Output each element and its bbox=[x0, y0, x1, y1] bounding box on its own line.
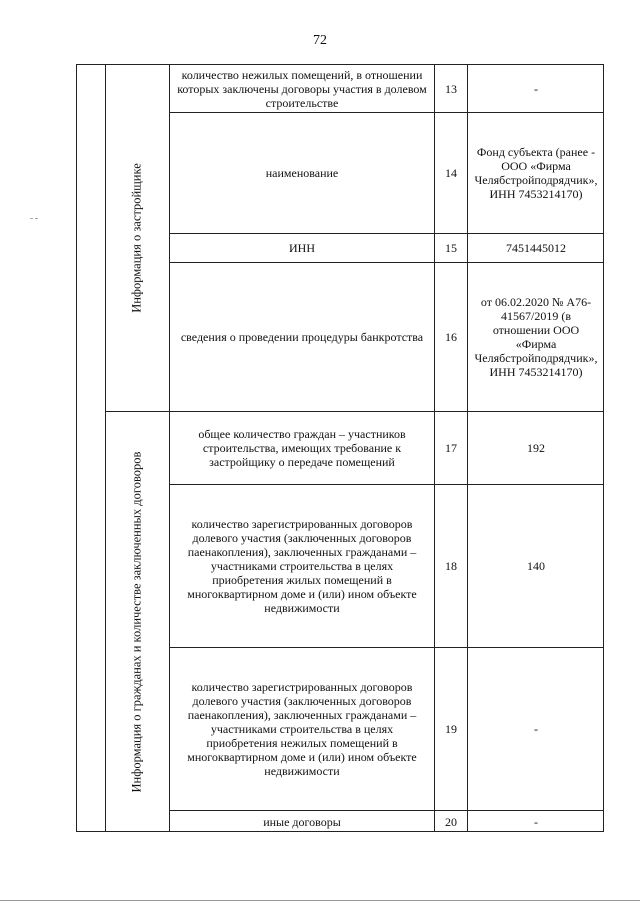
row-18-value: 140 bbox=[527, 559, 545, 573]
row-20-description: иные договоры bbox=[263, 814, 341, 829]
page-number: 72 bbox=[313, 33, 327, 48]
row-20-number: 20 bbox=[445, 814, 457, 829]
row-15-number: 15 bbox=[445, 241, 457, 255]
row-17-value: 192 bbox=[527, 441, 545, 455]
scan-edge-mark bbox=[30, 218, 38, 219]
row-16-description: сведения о проведении процедуры банкротства bbox=[180, 330, 424, 344]
row-15-value: 7451445012 bbox=[506, 241, 566, 255]
row-14-value: Фонд субъекта (ранее - ООО «Фирма Челябстройподрядчик», ИНН 7453214170) bbox=[474, 145, 598, 201]
row-19-description: количество зарегистрированных договоров долевого участия (заключенных договоров паенакопления), заключенных гражданами – участниками строительства в целях приобретения нежилых помещений в многоквартирном доме и (или) ином объекте недвижимости bbox=[187, 680, 417, 778]
row-14-description: наименование bbox=[265, 166, 339, 180]
scan-bottom-edge bbox=[0, 900, 640, 901]
row-19-value: - bbox=[534, 722, 538, 736]
row-13-description: количество нежилых помещений, в отношении которых заключены договоры участия в долевом строительстве bbox=[177, 67, 427, 110]
row-20-value: - bbox=[534, 814, 538, 829]
row-17-number: 17 bbox=[445, 441, 457, 455]
row-14-number: 14 bbox=[445, 166, 457, 180]
row-17-description: общее количество граждан – участников строительства, имеющих требование к застройщику о передаче помещений bbox=[198, 427, 406, 469]
row-16-number: 16 bbox=[445, 330, 457, 344]
data-table: Информация о застройщике Информация о гражданах и количестве заключенных договоров количество нежилых помещений, в отношении которых заключены договоры участия в долевом строительстве 13 - наименование 14 Фонд субъекта (ранее - ООО «Фирма Челябстройподрядчик», ИНН 7453214170) ИНН 15 7451445012 сведения о проведении процедуры банкротства 16 от 06.02.2020 № А76-41567/2019 (в отношении ООО «Фирма Челябстройподрядчик», ИНН 7453214170) общее количество граждан – участников строительства, имеющих требование к застройщику о передаче помещений 17 192 количество зарегистрированных договоров долевого участия (заключенных договоров паенакопления), заключенных гражданами – участниками строительства в целях приобретения жилых помещений в многоквартирном доме и (или) ином объекте недвижимости 18 140 количество зарегистрированных договоров долевого участия (заключенных договоров паенакопления), заключенных гражданами – участниками строительства в целях приобретения нежилых помещений в многоквартирном доме и (или) ином объекте недвижимости 19 - иные договоры 20 - bbox=[76, 64, 604, 832]
row-19-number: 19 bbox=[445, 722, 457, 736]
row-13-number: 13 bbox=[445, 81, 457, 96]
column-divider bbox=[105, 65, 106, 831]
row-13-value: - bbox=[534, 81, 538, 96]
row-18-number: 18 bbox=[445, 559, 457, 573]
row-16-value: от 06.02.2020 № А76-41567/2019 (в отношении ООО «Фирма Челябстройподрядчик», ИНН 7453214170) bbox=[474, 295, 598, 379]
row-18-description: количество зарегистрированных договоров долевого участия (заключенных договоров паенакопления), заключенных гражданами – участниками строительства в целях приобретения жилых помещений в многоквартирном доме и (или) ином объекте недвижимости bbox=[187, 517, 417, 615]
row-15-description: ИНН bbox=[289, 241, 315, 255]
